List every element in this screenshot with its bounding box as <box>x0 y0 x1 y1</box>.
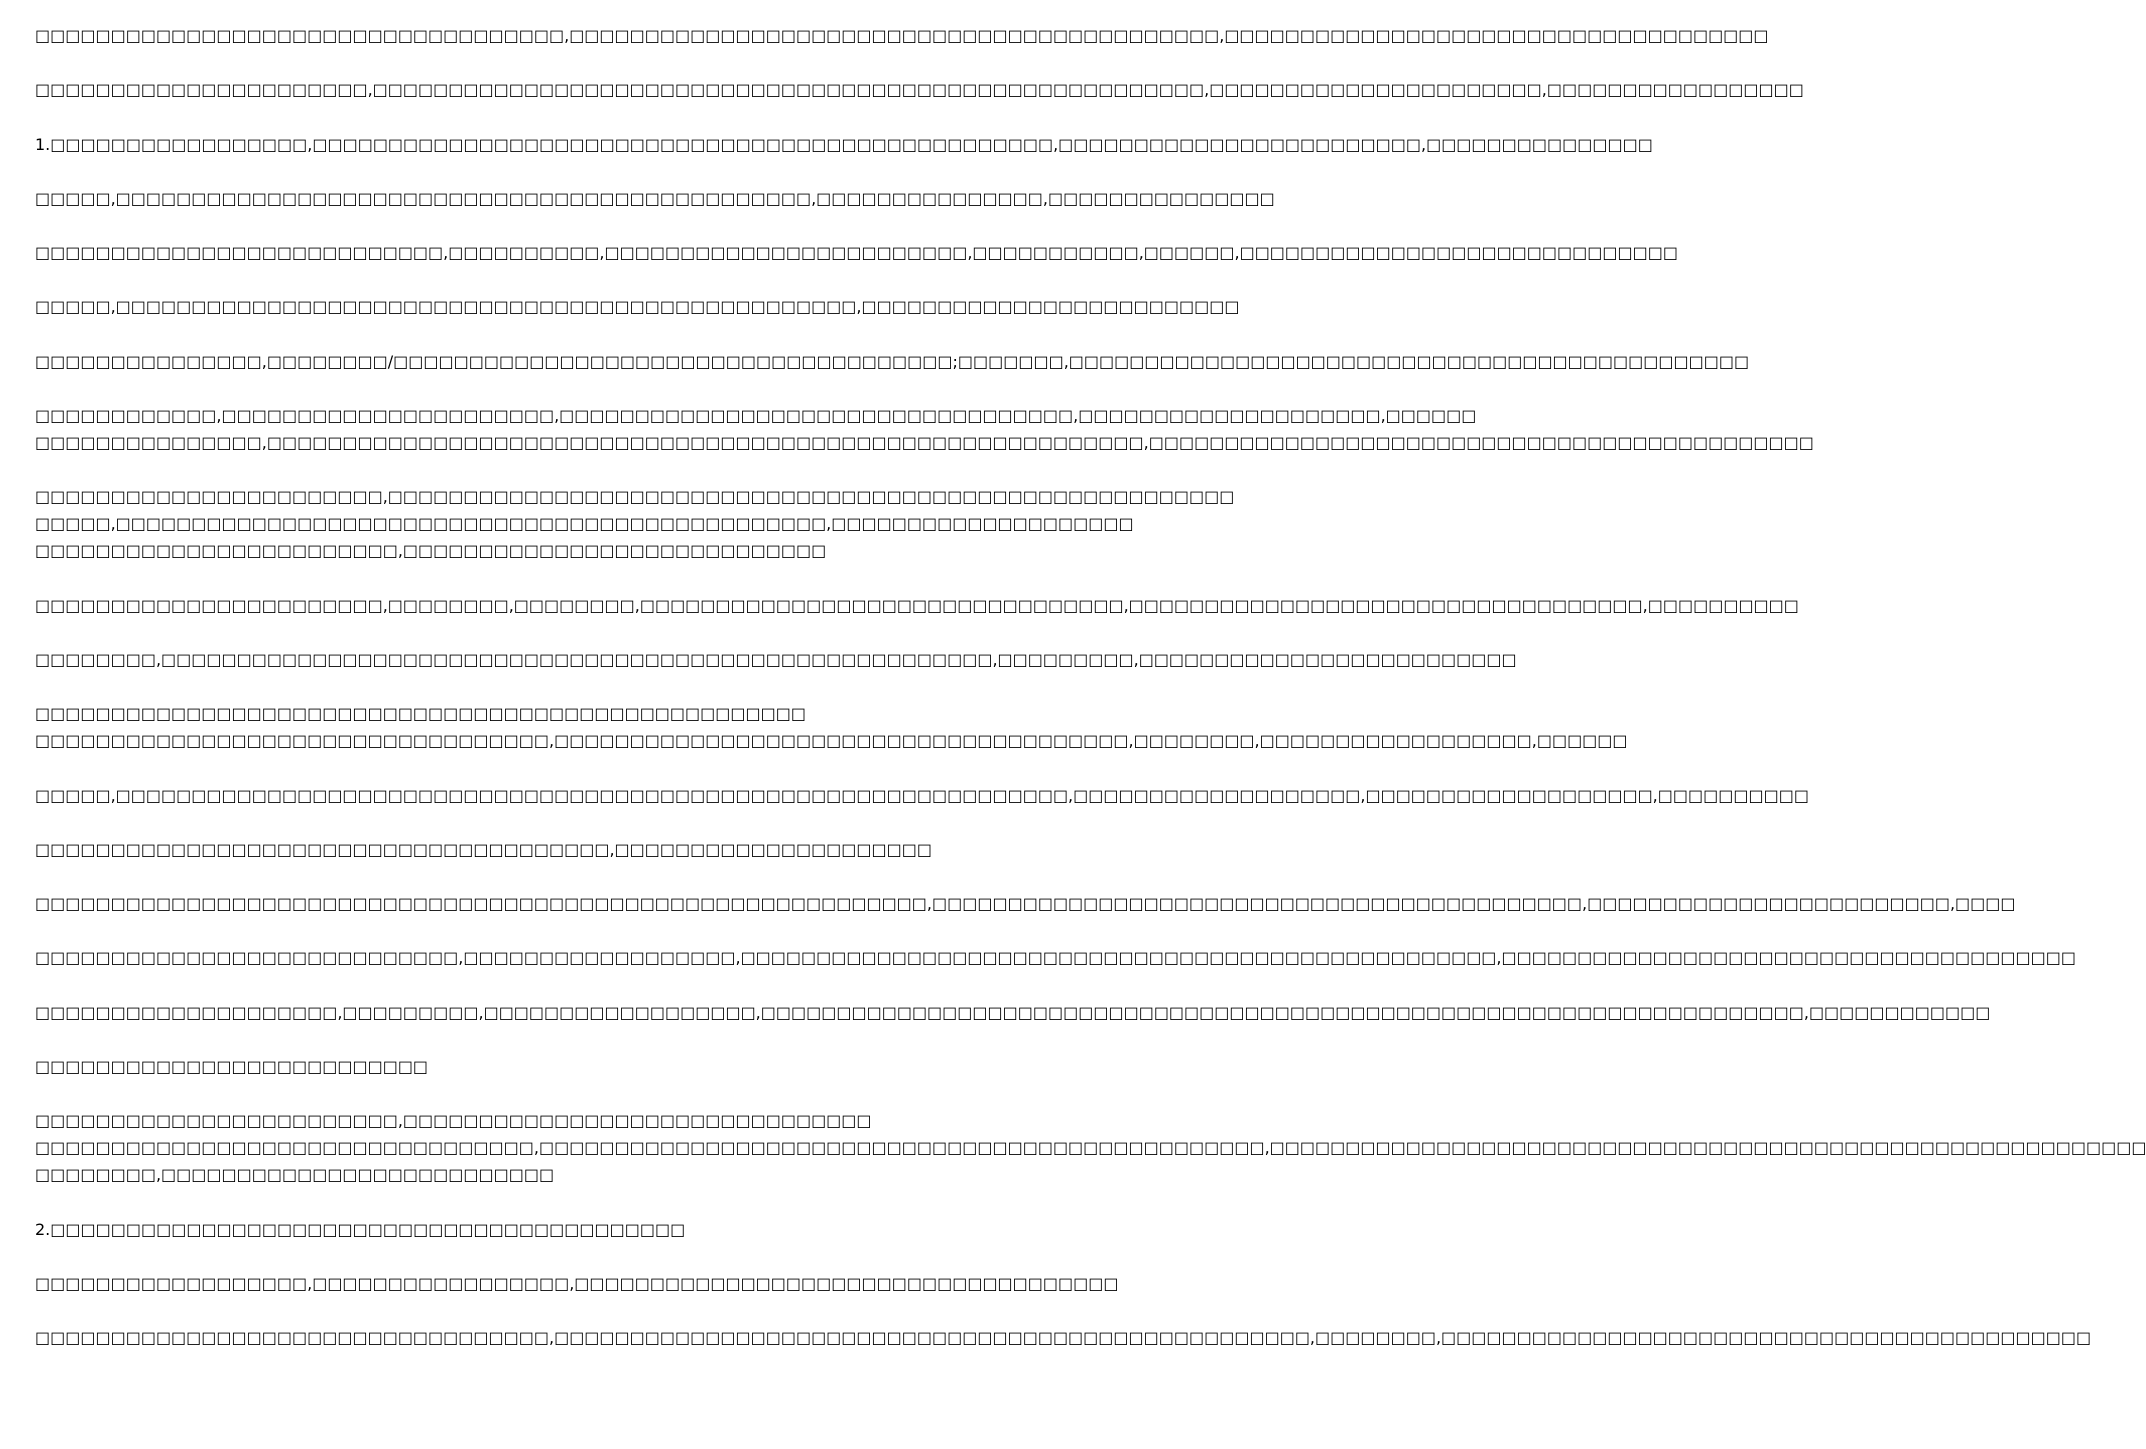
text-line: □□□□□,□□□□□□□□□□□□□□□□□□□□□□□□□□□□□□□□□□□□□□□□□□□□□□□□□□□□□□□□□□□□□□□,□□□□□□□□□□□□□□□□□□□,□□□□□□□□□□□□□□□□□□□,□□□□□□□□□□ <box>35 785 1809 805</box>
text-line: □□□□□□□□,□□□□□□□□□□□□□□□□□□□□□□□□□□ <box>35 1165 555 1185</box>
document-page <box>35 22 2146 1379</box>
paragraph <box>35 646 1517 673</box>
text-line: □□□□□□□□□□□□□□□□□□□□□□□□□□ <box>35 1057 429 1077</box>
paragraph <box>35 483 1235 564</box>
text-line: □□□□□□□□□□□□□□□□□□□□□□□,□□□□□□□□,□□□□□□□□,□□□□□□□□□□□□□□□□□□□□□□□□□□□□□□□□,□□□□□□□□□□□□□□□□□□□□□□□□□□□□□□□□□□,□□□□□□□□□□ <box>35 595 1799 615</box>
paragraph <box>35 185 1275 212</box>
text-line: □□□□□□□□□□□□□□□□□□□□□□□□□□□□□□□□□□□□□□□□□□□□□□□□□□□□□□□□□□□,□□□□□□□□□□□□□□□□□□□□□□□□□□□□□□□□□□□□□□□□□□□,□□□□□□□□□□□□□□□□□□□□□□□□,□□□□ <box>35 894 2016 914</box>
text-line: □□□□□□□□□□□□□□□□□□□□□□□□,□□□□□□□□□□□□□□□□□□□□□□□□□□□□ <box>35 541 827 561</box>
text-line: □□□□□□□□□□□□□□□□□□□□□□□□□□□□,□□□□□□□□□□□□□□□□□□,□□□□□□□□□□□□□□□□□□□□□□□□□□□□□□□□□□□□□□□□□□□□□□□□□□,□□□□□□□□□□□□□□□□□□□□□□□□□□□□□□□□□□□□□□ <box>35 948 2076 968</box>
text-line: □□□□□□□□□□□□□□□□□□□□□□□□□□□□□□□□□□□,□□□□□□□□□□□□□□□□□□□□□□□□□□□□□□□□□□□□□□□□□□□,□□□□□□□□□□□□□□□□□□□□□□□□□□□□□□□□□□□□ <box>35 26 1769 45</box>
text-line: □□□□□□□□□□□□□□□□□□□□□□□□□□□□□□□□□□,□□□□□□□□□□□□□□□□□□□□□□□□□□□□□□□□□□□□□□,□□□□□□□□,□□□□□□□□□□□□□□□□□□,□□□□□□ <box>35 731 1628 751</box>
paragraph <box>35 293 1240 320</box>
paragraph <box>35 348 1750 375</box>
text-line: □□□□□□□□,□□□□□□□□□□□□□□□□□□□□□□□□□□□□□□□□□□□□□□□□□□□□□□□□□□□□□□□,□□□□□□□□□,□□□□□□□□□□□□□□□□□□□□□□□□□ <box>35 649 1517 669</box>
paragraph <box>35 700 1628 754</box>
text-line: □□□□□□□□□□□□□□□□□□□□,□□□□□□□□□,□□□□□□□□□□□□□□□□□□,□□□□□□□□□□□□□□□□□□□□□□□□□□□□□□□□□□□□□□□□□□□□□□□□□□□□□□□□□□□□□□□□□□□□□,□□□□□□□□□□□□ <box>35 1002 1991 1022</box>
paragraph <box>35 1270 1119 1297</box>
text-line: □□□□□□□□□□□□□□□□□□□□□□,□□□□□□□□□□□□□□□□□□□□□□□□□□□□□□□□□□□□□□□□□□□□□□□□□□□□□□□,□□□□□□□□□□□□□□□□□□□□□□,□□□□□□□□□□□□□□□□□ <box>35 80 1804 100</box>
paragraph <box>35 1324 2092 1351</box>
text-line: □□□□□□□□□□□□□□□□□□□□□□□,□□□□□□□□□□□□□□□□□□□□□□□□□□□□□□□□□□□□□□□□□□□□□□□□□□□□□□□□ <box>35 487 1235 507</box>
text-line: □□□□□□□□□□□□□□□,□□□□□□□□/□□□□□□□□□□□□□□□□□□□□□□□□□□□□□□□□□□□□□;□□□□□□□,□□□□□□□□□□□□□□□□□□□□□□□□□□□□□□□□□□□□□□□□□□□□□ <box>35 351 1750 371</box>
paragraph <box>35 239 1678 266</box>
paragraph <box>35 1107 2146 1188</box>
text-line: □□□□□□□□□□□□□□□□□□□□□□□□□□□□□□□□□,□□□□□□□□□□□□□□□□□□□□□□□□□□□□□□□□□□□□□□□□□□□□□□□□,□□□□□□□□□□□□□□□□□□□□□□□□□□□□□□□□□□□□□□□□□□□□□□□□□□□□□□□□□□ <box>35 1138 2146 1158</box>
paragraph <box>35 999 1991 1026</box>
paragraph <box>35 592 1799 619</box>
text-line: □□□□□□□□□□□□□□□□□□□□□□□□□□□,□□□□□□□□□□,□□□□□□□□□□□□□□□□□□□□□□□□,□□□□□□□□□□□,□□□□□□,□□□□□□□□□□□□□□□□□□□□□□□□□□□□□ <box>35 243 1678 263</box>
text-line: □□□□□,□□□□□□□□□□□□□□□□□□□□□□□□□□□□□□□□□□□□□□□□□□□□□□,□□□□□□□□□□□□□□□,□□□□□□□□□□□□□□□ <box>35 188 1275 208</box>
text-line: 1.□□□□□□□□□□□□□□□□□,□□□□□□□□□□□□□□□□□□□□□□□□□□□□□□□□□□□□□□□□□□□□□□□□□,□□□□□□□□□□□□□□□□□□□□□□□□,□□□□□□□□□□□□□□□ <box>35 134 1653 154</box>
text-line: □□□□□□□□□□□□□□□,□□□□□□□□□□□□□□□□□□□□□□□□□□□□□□□□□□□□□□□□□□□□□□□□□□□□□□□□□□,□□□□□□□□□□□□□□□□□□□□□□□□□□□□□□□□□□□□□□□□□□□□ <box>35 433 1814 453</box>
paragraph <box>35 22 1769 49</box>
paragraph <box>35 944 2076 971</box>
section-heading <box>35 1216 990 1243</box>
paragraph <box>35 1053 990 1080</box>
paragraph <box>35 402 1814 456</box>
text-line: □□□□□□□□□□□□□□□□□□,□□□□□□□□□□□□□□□□□,□□□□□□□□□□□□□□□□□□□□□□□□□□□□□□□□□□□□ <box>35 1273 1119 1293</box>
text-line: □□□□□□□□□□□□□□□□□□□□□□□□,□□□□□□□□□□□□□□□□□□□□□□□□□□□□□□□ <box>35 1111 872 1131</box>
paragraph <box>35 782 1809 809</box>
paragraph <box>35 890 2016 917</box>
text-line: □□□□□,□□□□□□□□□□□□□□□□□□□□□□□□□□□□□□□□□□□□□□□□□□□□□□□□□,□□□□□□□□□□□□□□□□□□□□□□□□□ <box>35 297 1240 317</box>
text-line: □□□□□,□□□□□□□□□□□□□□□□□□□□□□□□□□□□□□□□□□□□□□□□□□□□□□□,□□□□□□□□□□□□□□□□□□□□ <box>35 514 1134 534</box>
text-line: □□□□□□□□□□□□,□□□□□□□□□□□□□□□□□□□□□□,□□□□□□□□□□□□□□□□□□□□□□□□□□□□□□□□□□,□□□□□□□□□□□□□□□□□□□□,□□□□□□ <box>35 406 1477 426</box>
text-line: 2.□□□□□□□□□□□□□□□□□□□□□□□□□□□□□□□□□□□□□□□□□□ <box>35 1219 686 1239</box>
text-line: □□□□□□□□□□□□□□□□□□□□□□□□□□□□□□□□□□,□□□□□□□□□□□□□□□□□□□□□□□□□□□□□□□□□□□□□□□□□□□□□□□□□□,□□□□□□□□,□□□□□□□□□□□□□□□□□□□□□□□□□□□□□□□□□□□□□□□□□□□ <box>35 1328 2092 1348</box>
paragraph <box>35 836 990 863</box>
text-line: □□□□□□□□□□□□□□□□□□□□□□□□□□□□□□□□□□□□□□,□□□□□□□□□□□□□□□□□□□□□ <box>35 839 932 859</box>
paragraph <box>35 76 1804 103</box>
text-line: □□□□□□□□□□□□□□□□□□□□□□□□□□□□□□□□□□□□□□□□□□□□□□□□□□□ <box>35 704 806 724</box>
paragraph <box>35 131 1653 158</box>
